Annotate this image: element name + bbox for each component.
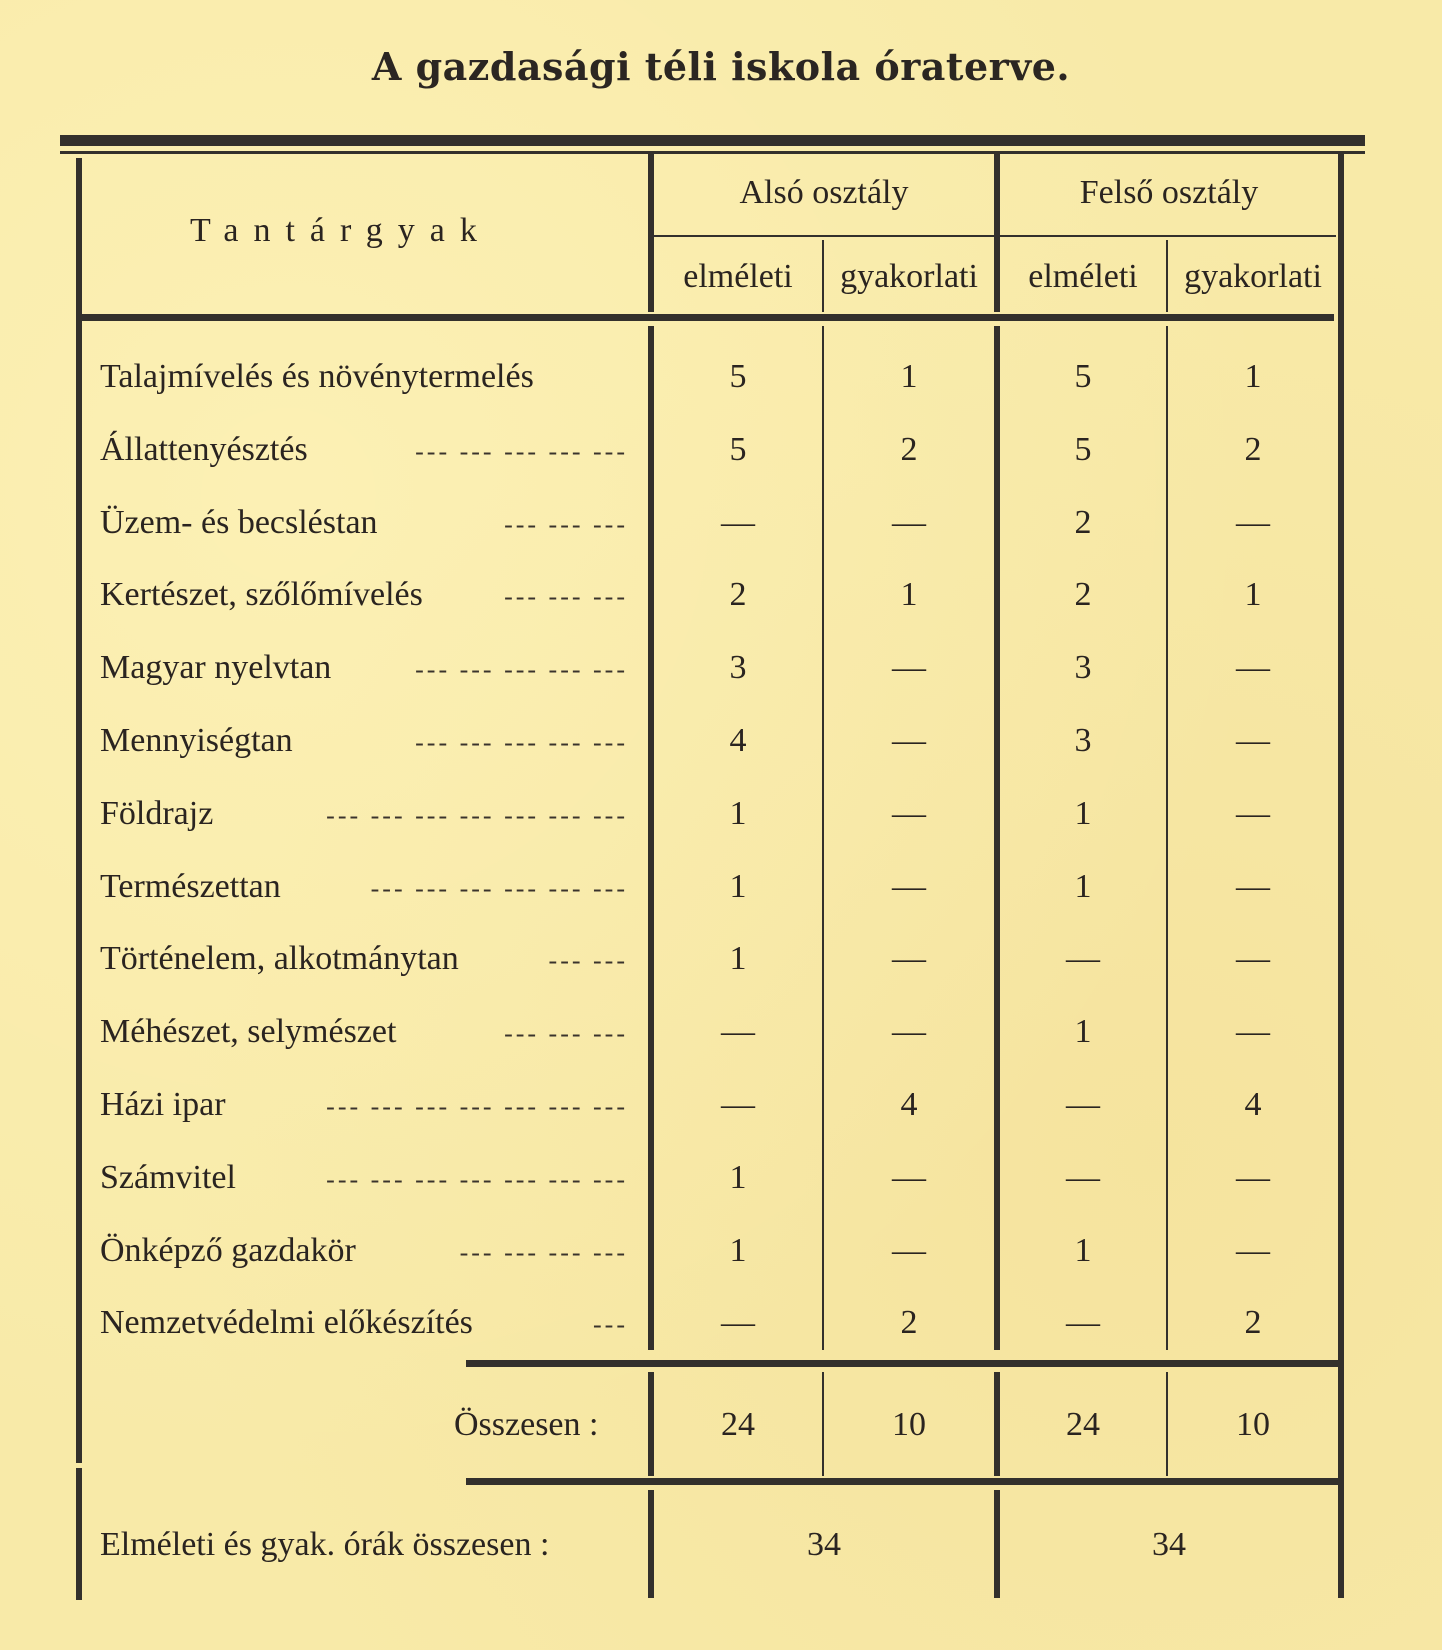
hours-cell: 1 [729,795,747,832]
hours-cell: 5 [729,358,747,395]
dot-leader: --- [593,1310,628,1339]
subject-name: Természettan [100,868,281,905]
left-border-upper [76,158,82,1463]
subject-name: Talajmívelés és növénytermelés [100,358,534,395]
sub-header-felso-elmeleti: elméleti [1028,258,1138,295]
hours-cell: — [1236,504,1270,541]
hours-cell: — [1236,722,1270,759]
hours-cell: 2 [1244,431,1262,468]
hours-cell: — [721,1304,755,1341]
sub-header-also-elmeleti: elméleti [683,258,793,295]
grand-total-also: 34 [807,1526,841,1563]
hours-cell: 1 [900,576,918,613]
hours-cell: — [1236,868,1270,905]
hours-cell: — [1236,795,1270,832]
sub-header-also-gyakorlati: gyakorlati [840,258,978,295]
subject-name: Önképző gazdakör [100,1232,356,1269]
dot-leader: --- --- --- [504,582,628,611]
hours-cell: — [1066,1304,1100,1341]
dot-leader: --- --- [548,946,628,975]
hours-cell: 3 [1074,649,1092,686]
hours-cell: 1 [1074,1013,1092,1050]
hours-cell: — [1236,1013,1270,1050]
hours-cell: 2 [1244,1304,1262,1341]
hours-cell: — [892,1013,926,1050]
hours-cell: 1 [1074,795,1092,832]
hours-cell: 2 [1074,504,1092,541]
top-thick-rule [60,135,1365,146]
hours-cell: 3 [729,649,747,686]
grand-total-felso: 34 [1152,1526,1186,1563]
dot-leader: --- --- --- --- --- --- --- [326,1092,628,1121]
hours-cell: 4 [729,722,747,759]
hours-cell: — [721,1013,755,1050]
subject-name: Házi ipar [100,1086,226,1123]
hours-cell: — [892,940,926,977]
left-border-lower [76,1468,82,1600]
hours-cell: 2 [1074,576,1092,613]
hours-cell: — [1236,649,1270,686]
dot-leader: --- --- --- [504,510,628,539]
hours-cell: — [1066,1159,1100,1196]
subject-name: Mennyiségtan [100,722,293,759]
hours-cell: 5 [1074,358,1092,395]
hours-cell: 2 [729,576,747,613]
group-header-also: Alsó osztály [739,174,909,211]
group-header-felso: Felső osztály [1079,174,1259,211]
hours-cell: — [1066,940,1100,977]
dot-leader: --- --- --- --- --- [415,437,628,466]
hours-cell: 5 [1074,431,1092,468]
hours-cell: — [892,868,926,905]
subject-name: Magyar nyelvtan [100,649,332,686]
subject-name: Földrajz [100,795,214,832]
totals-top-rule [466,1360,1338,1367]
subject-name: Történelem, alkotmánytan [100,940,459,977]
total-felso-gyakorlati: 10 [1236,1406,1270,1443]
hours-cell: 1 [1244,358,1262,395]
hours-cell: — [721,1086,755,1123]
hours-cell: — [892,1232,926,1269]
page-title: A gazdasági téli iskola óraterve. [371,44,1071,89]
grand-totals-label: Elméleti és gyak. órák összesen : [100,1526,550,1563]
hours-cell: — [892,1159,926,1196]
hours-cell: 1 [729,868,747,905]
hours-cell: — [892,795,926,832]
sub-divider-also-body [822,326,824,1350]
total-felso-elmeleti: 24 [1066,1406,1100,1443]
hours-cell: 1 [1074,1232,1092,1269]
dot-leader: --- --- --- --- --- --- --- [326,801,628,830]
hours-cell: 4 [1244,1086,1262,1123]
hours-cell: — [892,649,926,686]
totals-label: Összesen : [454,1406,599,1443]
hours-cell: 1 [1244,576,1262,613]
dot-leader: --- --- --- [504,1019,628,1048]
hours-cell: — [892,504,926,541]
hours-cell: — [721,504,755,541]
hours-cell: — [1236,1232,1270,1269]
top-thin-rule [60,151,1365,154]
header-bottom-rule [82,314,1334,321]
hours-cell: 4 [900,1086,918,1123]
dot-leader: --- --- --- --- --- [415,655,628,684]
hours-cell: — [1066,1086,1100,1123]
hours-cell: 3 [1074,722,1092,759]
subject-name: Méhészet, selymészet [100,1013,397,1050]
hours-cell: 2 [900,1304,918,1341]
sub-divider-felso-body [1166,326,1168,1350]
col-divider-subject-body [648,326,654,1350]
hours-cell: — [1236,1159,1270,1196]
dot-leader: --- --- --- --- [459,1238,628,1267]
subject-name: Állattenyésztés [100,431,308,468]
total-also-gyakorlati: 10 [892,1406,926,1443]
dot-leader: --- --- --- --- --- --- --- [326,1165,628,1194]
totals-bottom-rule [466,1478,1338,1485]
hours-cell: 1 [1074,868,1092,905]
col-divider-group-body [994,326,1000,1350]
group-underline-felso [1000,235,1336,237]
subject-name: Nemzetvédelmi előkészítés [100,1304,473,1341]
sub-header-felso-gyakorlati: gyakorlati [1184,258,1322,295]
dot-leader: --- --- --- --- --- --- [370,874,628,903]
dot-leader: --- --- --- --- --- [415,728,628,757]
hours-cell: — [892,722,926,759]
subjects-header: Tantárgyak [190,212,492,249]
group-underline-also [654,235,994,237]
hours-cell: 1 [729,1232,747,1269]
hours-cell: 1 [729,1159,747,1196]
subject-name: Üzem- és becsléstan [100,504,378,541]
subject-name: Számvitel [100,1159,236,1196]
hours-cell: 1 [729,940,747,977]
subject-name: Kertészet, szőlőmívelés [100,576,423,613]
hours-cell: 5 [729,431,747,468]
hours-cell: 1 [900,358,918,395]
total-also-elmeleti: 24 [721,1406,755,1443]
hours-cell: 2 [900,431,918,468]
hours-cell: — [1236,940,1270,977]
right-border [1338,152,1344,1598]
